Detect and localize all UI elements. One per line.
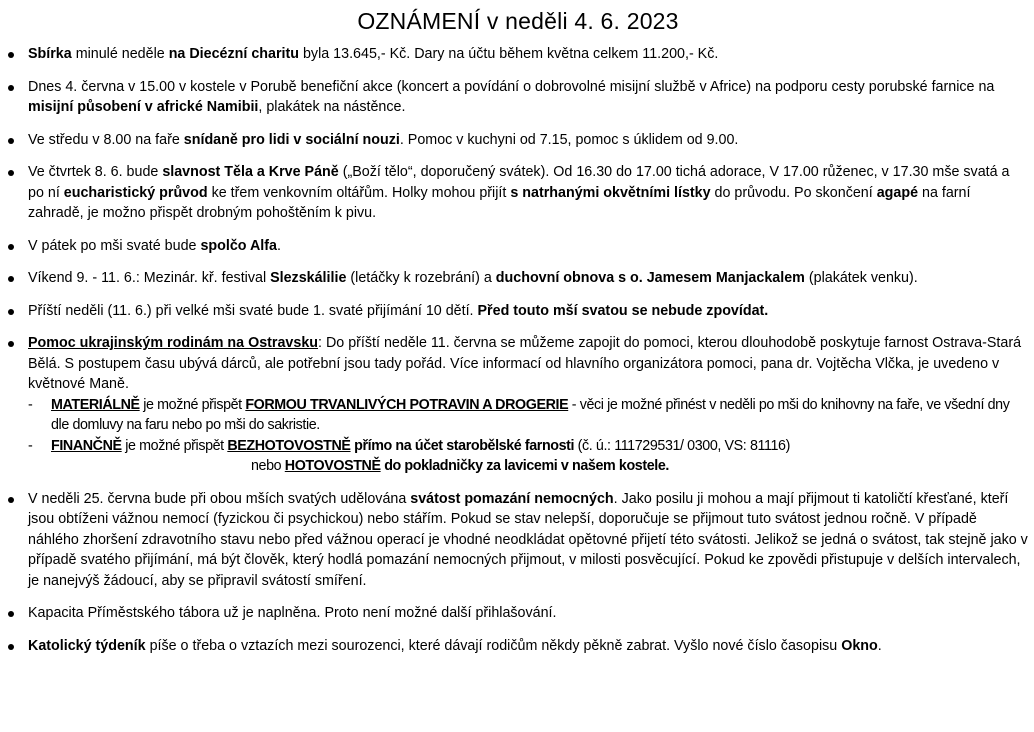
emphasis-text: agapé: [876, 184, 919, 201]
bullet-icon: [8, 52, 14, 58]
body-text: Ve středu v 8.00 na faře: [28, 131, 184, 148]
emphasis-text: Slezskálilie: [270, 270, 347, 286]
emphasis-text: HOTOVOSTNĚ: [284, 458, 381, 474]
body-text: minulé neděle: [71, 46, 169, 62]
bullet-icon: [8, 85, 14, 91]
bullet-icon: [8, 644, 14, 650]
dash-marker: -: [28, 437, 33, 454]
body-text: nebo: [251, 458, 285, 474]
bullet-icon: [8, 309, 14, 315]
announcement-item: [8, 44, 1028, 65]
bullet-icon: [8, 611, 14, 617]
emphasis-text: Sbírka: [28, 46, 72, 62]
body-text: : Do příští neděle 11. června se můžeme zapojit do pomoci, kterou dlouhodobě poskytuje farnost Ostrava-Stará Bělá. S postupem času ubývá dárců, ale potřební jsou tady pořád. Více informací od hlavního organizátora pomoci, pana dr. Vojtěcha Vlčka, je uvedeno v květnové Maně.: [28, 335, 1022, 392]
sub-item-continuation: [51, 456, 1028, 477]
bullet-icon: [8, 170, 14, 176]
emphasis-text: Okno: [841, 637, 878, 654]
emphasis-text: BEZHOTOVOSTNĚ: [227, 437, 351, 454]
announcement-text: [28, 333, 1028, 395]
announcement-item: [8, 636, 1028, 657]
announcement-text: [28, 489, 1028, 592]
body-text: („Boží tělo“, doporučený svátek). Od 16.30 do 17.00 tichá adorace, V 17.00 růženec, v 17.30 mše svatá a po ní: [28, 164, 1010, 201]
announcement-item: [8, 489, 1028, 592]
body-text: je možné přispět: [139, 396, 246, 413]
announcement-item: [8, 301, 1028, 322]
announcement-item: [8, 77, 1028, 118]
emphasis-text: spolčo Alfa: [200, 237, 277, 254]
body-text: píše o třeba o vztazích mezi sourozenci, které dávají rodičům někdy pěkně zabrat. Vyšlo nové číslo časopisu: [145, 637, 842, 654]
announcement-text: [28, 77, 1028, 118]
body-text: , plakátek na nástěnce.: [258, 99, 406, 115]
dash-marker: -: [28, 396, 33, 413]
body-text: . Pomoc v kuchyni od 7.15, pomoc s úklidem od 9.00.: [399, 131, 739, 148]
body-text: .: [277, 237, 281, 254]
body-text: .: [877, 637, 882, 654]
body-text: V pátek po mši svaté bude: [28, 237, 201, 254]
emphasis-text: s natrhanými okvětními lístky: [510, 184, 711, 201]
emphasis-text: FORMOU TRVANLIVÝCH POTRAVIN A DROGERIE: [245, 396, 569, 413]
body-text: Kapacita Příměstského tábora už je naplněna. Proto není možné další přihlašování.: [28, 605, 557, 621]
emphasis-text: do pokladničky za lavicemi v našem kostele.: [384, 458, 669, 474]
body-text: byla 13.645,- Kč. Dary na účtu během května celkem 11.200,- Kč.: [299, 46, 719, 62]
announcement-item: [8, 236, 1028, 257]
announcement-text: [28, 162, 1028, 224]
body-text: (č. ú.: 111729531/ 0300, VS: 81116): [574, 437, 790, 454]
announcement-text: [28, 236, 1028, 257]
announcement-item: [8, 268, 1028, 289]
body-text: Ve čtvrtek 8. 6. bude: [28, 164, 163, 180]
sub-item-text: [51, 436, 1028, 457]
announcement-text: [28, 130, 1028, 151]
announcement-item: [8, 130, 1028, 151]
announcement-list: [8, 44, 1028, 656]
page-title: OZNÁMENÍ v neděli 4. 6. 2023: [357, 8, 679, 34]
body-text: . Jako posilu ji mohou a mají přijmout ti katoličtí křesťané, kteří jsou obtíženi vážnou nemocí (fyzickou či psychickou) nebo stářím. Pokud se stav nelepší, doporučuje se přijmout tuto svátost jednou ročně. V případě náhlého zhoršení zdravotního stavu nebo před vážnou operací je vhodné neodkládat opětovné přijetí této svátosti. Jelikož se jedná o svátost, tak stejně jako v případě svatého přijímání, má být člověk, který hodlá pomazání nemocných přijmout, v milosti posvěcující. Pokud ke zpovědi přistupuje v delších intervalech, je nanejvýš žádoucí, aby se připravil svátostí smíření.: [28, 490, 1028, 589]
sub-item: [26, 436, 1028, 477]
announcement-text: [28, 301, 1028, 322]
announcement-text: [28, 44, 1028, 65]
emphasis-text: přímo na účet starobělské farnosti: [354, 437, 575, 454]
bullet-icon: [8, 244, 14, 250]
body-text: je možné přispět: [121, 437, 228, 454]
body-text: do průvodu. Po skončení: [710, 184, 877, 201]
emphasis-text: snídaně pro lidi v sociální nouzi: [183, 131, 400, 148]
emphasis-text: eucharistický průvod: [63, 184, 208, 201]
body-text: V neděli 25. června bude při obou mších svatých udělována: [28, 490, 411, 507]
body-text: Dnes 4. června v 15.00 v kostele v Porubě benefiční akce (koncert a povídání o dobrovolné misijní službě v Africe) na podporu cesty porubské farnice na: [28, 78, 995, 95]
body-text: Víkend 9. - 11. 6.: Mezinár. kř. festival: [28, 270, 271, 286]
emphasis-text: duchovní obnova s o. Jamesem Manjackalem: [495, 270, 805, 286]
emphasis-text: misijní působení v africké Namibii: [28, 99, 259, 115]
bullet-icon: [8, 276, 14, 282]
emphasis-text: Katolický týdeník: [28, 637, 146, 654]
bullet-icon: [8, 138, 14, 144]
emphasis-text: Pomoc ukrajinským rodinám na Ostravsku: [28, 335, 319, 351]
body-text: - věci je možné přinést v neděli po mši do knihovny na faře, ve všední dny dle domluvy na faru nebo po mši do sakristie.: [51, 396, 1010, 433]
body-text: (plakátek venku).: [804, 270, 918, 286]
body-text: (letáčky k rozebrání) a: [346, 270, 496, 286]
announcement-item: [8, 333, 1028, 477]
announcement-item: [8, 603, 1028, 624]
emphasis-text: FINANČNĚ: [51, 437, 122, 454]
emphasis-text: MATERIÁLNĚ: [51, 396, 140, 413]
announcement-item: [8, 162, 1028, 224]
emphasis-text: slavnost Těla a Krve Páně: [162, 164, 339, 180]
announcement-text: [28, 603, 1028, 624]
emphasis-text: svátost pomazání nemocných: [410, 490, 614, 507]
body-text: ke třem venkovním oltářům. Holky mohou přijít: [207, 184, 511, 201]
emphasis-text: Před touto mší svatou se nebude zpovídat.: [477, 302, 769, 319]
body-text: na farní zahradě, je možno přispět drobným pohoštěním k pivu.: [28, 184, 971, 221]
sub-item-text: [51, 395, 1028, 436]
announcement-text: [28, 268, 1028, 289]
bullet-icon: [8, 341, 14, 347]
sub-item: [26, 395, 1028, 436]
bullet-icon: [8, 497, 14, 503]
body-text: Příští neděli (11. 6.) při velké mši svaté bude 1. svaté přijímání 10 dětí.: [28, 302, 478, 319]
emphasis-text: na Diecézní charitu: [168, 46, 299, 62]
announcement-text: [28, 636, 1028, 657]
